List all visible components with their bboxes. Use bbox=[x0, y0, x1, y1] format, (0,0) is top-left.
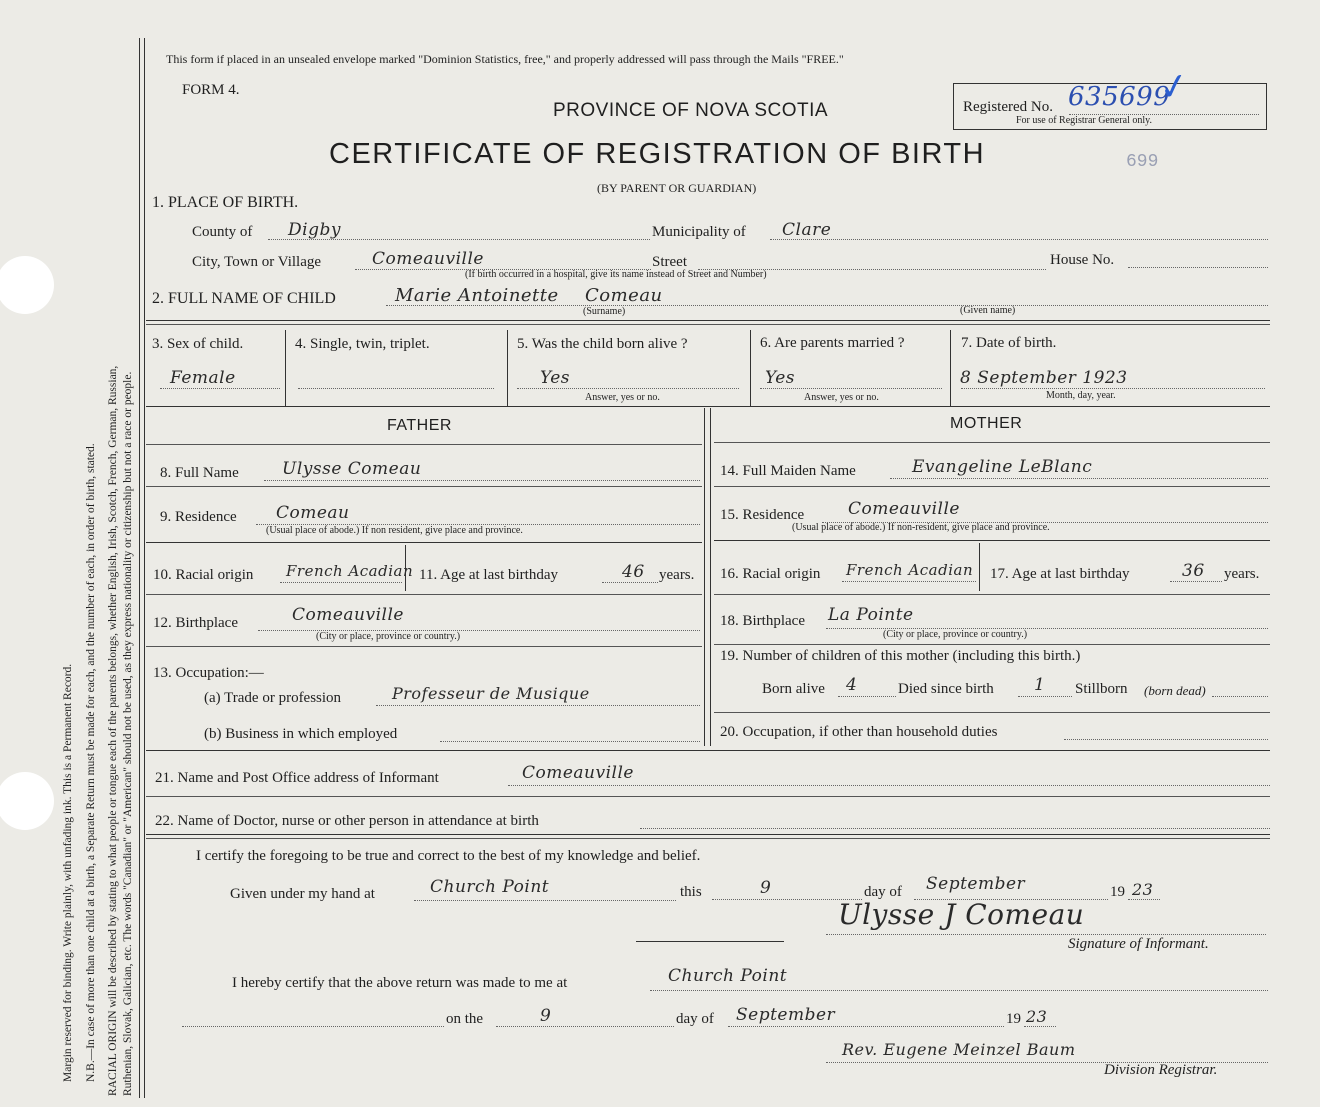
rule-below-row3 bbox=[146, 406, 1270, 407]
rule-above-row3-double bbox=[146, 324, 1270, 325]
born-alive-count-value: 4 bbox=[846, 675, 858, 695]
given-year-value: 23 bbox=[1132, 880, 1154, 899]
informant-signature: Ulysse J Comeau bbox=[838, 898, 1085, 931]
multiple-birth-label: 4. Single, twin, triplet. bbox=[295, 336, 430, 352]
mother-birthplace-label: 18. Birthplace bbox=[720, 613, 805, 629]
child-name-label: 2. FULL NAME OF CHILD bbox=[152, 290, 336, 307]
given-place-line bbox=[414, 900, 676, 901]
given-year-line bbox=[1128, 899, 1160, 900]
given-day-of-label: day of bbox=[864, 884, 902, 900]
registrar-year-line bbox=[1024, 1026, 1056, 1027]
sex-label: 3. Sex of child. bbox=[152, 336, 244, 352]
county-label: County of bbox=[192, 224, 253, 240]
mother-residence-label: 15. Residence bbox=[720, 507, 805, 523]
check-mark-icon: ✓ bbox=[1155, 64, 1193, 110]
margin-note-multiple-births: N.B.—In case of more than one child at a birth, a Separate Return must be made for each, and the number of each, in order of birth, stated. bbox=[85, 443, 97, 1082]
punch-hole-top bbox=[0, 256, 54, 314]
certificate-title: CERTIFICATE OF REGISTRATION OF BIRTH bbox=[329, 138, 986, 170]
parents-married-caption: Answer, yes or no. bbox=[804, 392, 879, 403]
born-alive-label: 5. Was the child born alive ? bbox=[517, 336, 688, 352]
province-heading: PROVINCE OF NOVA SCOTIA bbox=[553, 100, 829, 121]
parents-married-line bbox=[760, 388, 942, 389]
registrar-year-prefix: 19 bbox=[1006, 1011, 1021, 1027]
sex-value: Female bbox=[170, 368, 236, 388]
given-year-prefix: 19 bbox=[1110, 884, 1125, 900]
father-name-value: Ulysse Comeau bbox=[282, 459, 422, 479]
rule-below-12 bbox=[146, 646, 702, 647]
mother-children-label: 19. Number of children of this mother (including this birth.) bbox=[720, 648, 1081, 664]
municipality-value: Clare bbox=[782, 220, 832, 240]
child-surname: Comeau bbox=[585, 285, 663, 306]
margin-note-racial-origin: RACIAL ORIGIN will be described by stating to what people or tongue each of the parents belongs, whether English, Irish, Scotch, French, German, Russian, bbox=[107, 365, 119, 1096]
born-alive-count-line bbox=[838, 696, 896, 697]
father-name-label: 8. Full Name bbox=[160, 465, 239, 481]
date-of-birth-value: 8 September 1923 bbox=[960, 368, 1128, 388]
mother-racial-line bbox=[842, 581, 976, 582]
registrar-place-line bbox=[650, 990, 1268, 991]
father-trade-label: (a) Trade or profession bbox=[204, 690, 342, 706]
sex-line bbox=[160, 388, 280, 389]
father-age-label: 11. Age at last birthday bbox=[419, 567, 558, 583]
father-abode-caption: (Usual place of abode.) If non resident, give place and province. bbox=[266, 525, 523, 536]
postal-note: This form if placed in an unsealed envelope marked "Dominion Statistics, free," and properly addressed will pass through the Mails "FREE." bbox=[166, 52, 844, 66]
father-name-line bbox=[264, 480, 700, 481]
punch-hole-bottom bbox=[0, 772, 54, 830]
father-business-label: (b) Business in which employed bbox=[204, 726, 398, 742]
registrar-note: For use of Registrar General only. bbox=[1016, 115, 1152, 126]
father-business-line bbox=[440, 741, 700, 742]
place-of-birth-heading: 1. PLACE OF BIRTH. bbox=[152, 194, 299, 211]
father-trade-line bbox=[376, 705, 700, 706]
date-of-birth-caption: Month, day, year. bbox=[1046, 390, 1116, 401]
registered-label: Registered No. bbox=[963, 99, 1053, 115]
house-number-line bbox=[1128, 267, 1268, 268]
doctor-line bbox=[640, 828, 1270, 829]
mother-heading-rule bbox=[714, 442, 1270, 443]
date-of-birth-label: 7. Date of birth. bbox=[961, 335, 1057, 351]
given-place-value: Church Point bbox=[430, 877, 550, 897]
surname-caption: (Surname) bbox=[583, 306, 626, 317]
mother-racial-value: French Acadian bbox=[846, 561, 974, 579]
rule-above-certification bbox=[146, 834, 1270, 835]
registered-number: 635699 bbox=[1068, 82, 1171, 112]
father-heading: FATHER bbox=[387, 417, 452, 434]
informant-label: 21. Name and Post Office address of Informant bbox=[155, 770, 439, 786]
rule-above-row3 bbox=[146, 320, 1270, 321]
died-since-birth-label: Died since birth bbox=[898, 681, 994, 697]
mother-occupation-line bbox=[1064, 739, 1268, 740]
parents-married-label: 6. Are parents married ? bbox=[760, 335, 905, 351]
registrar-day-value: 9 bbox=[540, 1006, 552, 1026]
mother-age-line bbox=[1170, 581, 1222, 582]
doctor-label: 22. Name of Doctor, nurse or other person in attendance at birth bbox=[155, 813, 539, 829]
rule-above-certification-double bbox=[146, 838, 1270, 839]
rule-below-21 bbox=[146, 796, 1270, 797]
stamp-number: 699 bbox=[1126, 152, 1159, 172]
given-under-label: Given under my hand at bbox=[230, 886, 375, 902]
margin-rule bbox=[139, 38, 140, 1098]
divider-16-17 bbox=[979, 543, 980, 591]
parents-column-divider-inner bbox=[710, 408, 711, 746]
parents-married-value: Yes bbox=[765, 368, 796, 388]
child-given-name: Marie Antoinette bbox=[395, 285, 559, 306]
mother-age-value: 36 bbox=[1182, 561, 1205, 581]
stillborn-line bbox=[1212, 696, 1268, 697]
mother-abode-caption: (Usual place of abode.) If non-resident, give place and province. bbox=[792, 522, 1050, 533]
house-number-label: House No. bbox=[1050, 252, 1115, 268]
mother-name-value: Evangeline LeBlanc bbox=[912, 457, 1093, 477]
divider-6-7 bbox=[950, 330, 951, 406]
mother-heading: MOTHER bbox=[950, 415, 1023, 432]
registrar-place-value: Church Point bbox=[668, 966, 788, 986]
father-age-line bbox=[602, 582, 658, 583]
mother-residence-value: Comeauville bbox=[848, 499, 960, 519]
mother-occupation-label: 20. Occupation, if other than household duties bbox=[720, 724, 998, 740]
informant-value: Comeauville bbox=[522, 763, 634, 783]
father-age-value: 46 bbox=[622, 562, 645, 582]
short-signature-rule bbox=[636, 941, 784, 942]
mother-birthplace-value: La Pointe bbox=[828, 605, 914, 625]
form-number: FORM 4. bbox=[182, 82, 240, 98]
died-since-birth-value: 1 bbox=[1034, 675, 1046, 695]
municipality-line bbox=[770, 239, 1268, 240]
registrar-signature: Rev. Eugene Meinzel Baum bbox=[842, 1040, 1076, 1059]
mother-birthplace-caption: (City or place, province or country.) bbox=[883, 629, 1028, 640]
rule-below-10 bbox=[146, 594, 702, 595]
mother-racial-label: 16. Racial origin bbox=[720, 566, 821, 582]
given-name-caption: (Given name) bbox=[960, 305, 1016, 316]
mother-age-label: 17. Age at last birthday bbox=[990, 566, 1130, 582]
margin-note-nationality: Ruthenian, Slovak, Galician, etc. The words "Canadian" or "American" should not be used, as they express nationality or citizenship but not a race or people. bbox=[122, 371, 134, 1096]
rule-below-16 bbox=[714, 594, 1270, 595]
father-racial-line bbox=[280, 582, 402, 583]
mother-name-line bbox=[890, 478, 1268, 479]
divider-3-4 bbox=[285, 330, 286, 406]
died-since-birth-line bbox=[1018, 696, 1072, 697]
given-month-value: September bbox=[926, 874, 1026, 894]
rule-below-14 bbox=[714, 486, 1270, 487]
father-racial-value: French Acadian bbox=[286, 562, 414, 580]
mother-years-label: years. bbox=[1224, 566, 1260, 582]
rule-below-9 bbox=[146, 542, 702, 543]
divider-5-6 bbox=[750, 330, 751, 406]
informant-line bbox=[508, 785, 1270, 786]
father-residence-value: Comeau bbox=[276, 503, 350, 523]
parents-column-divider bbox=[704, 408, 705, 746]
father-birthplace-label: 12. Birthplace bbox=[153, 615, 238, 631]
certificate-subtitle: (BY PARENT OR GUARDIAN) bbox=[597, 181, 757, 195]
registration-box bbox=[953, 64, 1267, 130]
father-years-label: years. bbox=[659, 567, 695, 583]
registrar-day-line bbox=[496, 1026, 674, 1027]
city-label: City, Town or Village bbox=[192, 254, 322, 270]
registrar-caption: Division Registrar. bbox=[1104, 1062, 1218, 1078]
hospital-note: (If birth occurred in a hospital, give its name instead of Street and Number) bbox=[465, 269, 767, 280]
municipality-label: Municipality of bbox=[652, 224, 746, 240]
divider-4-5 bbox=[507, 330, 508, 406]
stillborn-label: Stillborn bbox=[1075, 681, 1128, 697]
county-value: Digby bbox=[288, 220, 341, 240]
born-alive-count-label: Born alive bbox=[762, 681, 825, 697]
registrar-year-value: 23 bbox=[1026, 1007, 1048, 1026]
multiple-birth-line bbox=[298, 388, 494, 389]
date-of-birth-line bbox=[961, 388, 1265, 389]
rule-below-15 bbox=[714, 540, 1270, 541]
city-value: Comeauville bbox=[372, 249, 484, 269]
certification-statement: I certify the foregoing to be true and correct to the best of my knowledge and belief. bbox=[196, 848, 701, 864]
father-birthplace-caption: (City or place, province or country.) bbox=[316, 631, 461, 642]
registrar-day-of-label: day of bbox=[676, 1011, 714, 1027]
father-residence-label: 9. Residence bbox=[160, 509, 237, 525]
margin-rule-inner bbox=[144, 38, 145, 1098]
registrar-lead-line bbox=[182, 1026, 444, 1027]
rule-below-19 bbox=[714, 712, 1270, 713]
father-racial-label: 10. Racial origin bbox=[153, 567, 254, 583]
born-alive-value: Yes bbox=[540, 368, 571, 388]
father-heading-rule bbox=[146, 444, 702, 445]
registrar-month-line bbox=[728, 1026, 1004, 1027]
rule-below-parents bbox=[146, 750, 1270, 751]
father-trade-value: Professeur de Musique bbox=[392, 684, 590, 703]
stillborn-note: (born dead) bbox=[1144, 683, 1206, 698]
this-label: this bbox=[680, 884, 702, 900]
given-day-value: 9 bbox=[760, 878, 772, 898]
born-alive-caption: Answer, yes or no. bbox=[585, 392, 660, 403]
margin-note-binding: Margin reserved for binding. Write plainly, with unfading ink. This is a Permanent Record. bbox=[62, 663, 74, 1082]
father-birthplace-value: Comeauville bbox=[292, 605, 404, 625]
father-occupation-label: 13. Occupation:— bbox=[153, 665, 264, 681]
signature-line bbox=[826, 934, 1266, 935]
mother-name-label: 14. Full Maiden Name bbox=[720, 463, 856, 479]
rule-below-18 bbox=[714, 644, 1270, 645]
registrar-statement: I hereby certify that the above return was made to me at bbox=[232, 975, 568, 991]
born-alive-line bbox=[517, 388, 739, 389]
registrar-month-value: September bbox=[736, 1005, 836, 1025]
signature-caption: Signature of Informant. bbox=[1068, 936, 1209, 952]
street-label: Street bbox=[652, 254, 687, 270]
rule-below-8 bbox=[146, 486, 702, 487]
on-the-label: on the bbox=[446, 1011, 484, 1027]
